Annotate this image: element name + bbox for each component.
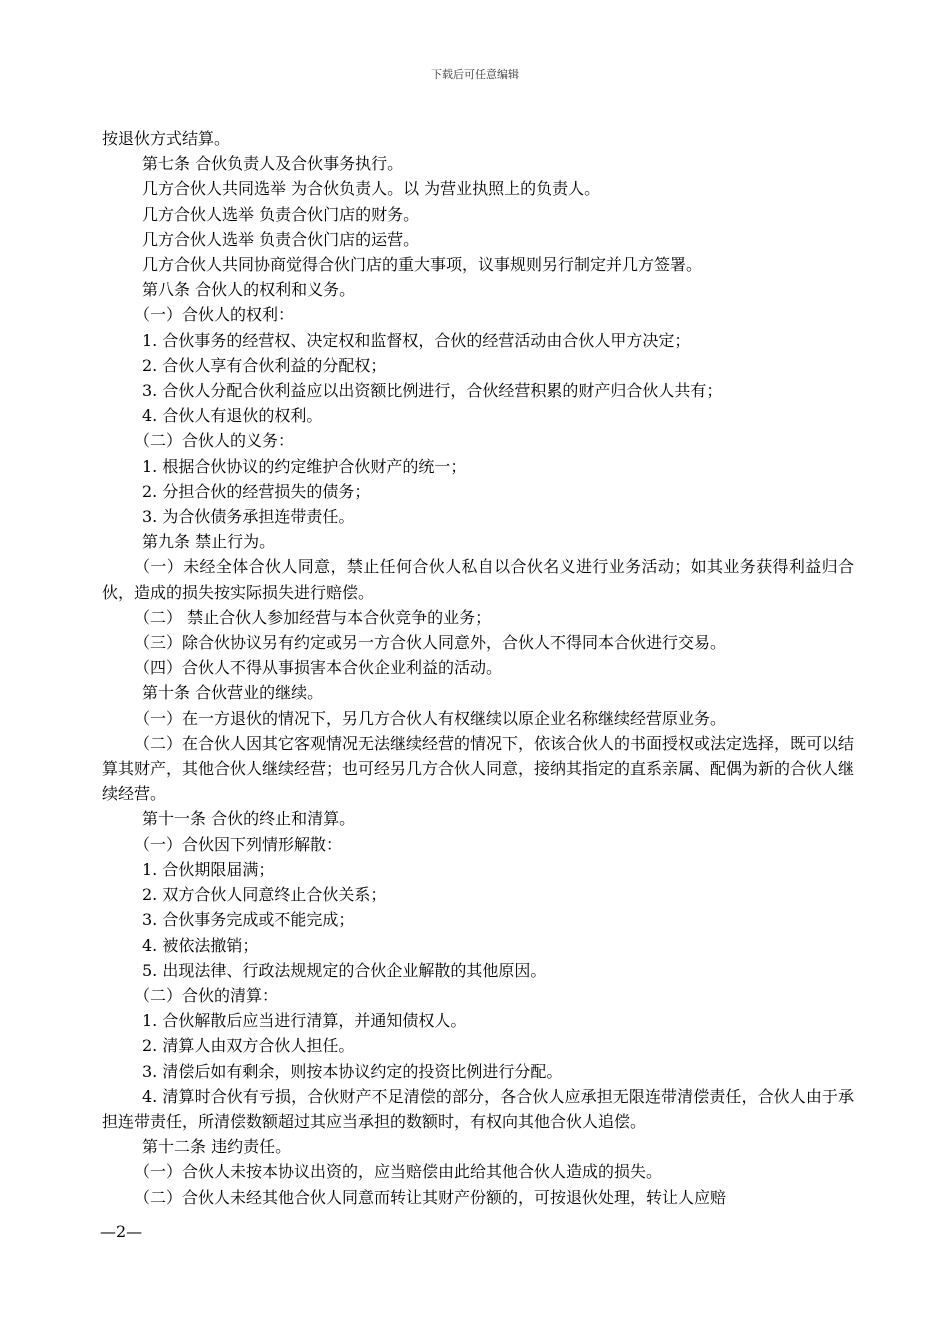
text-line: 3. 合伙事务完成或不能完成； [142,910,355,930]
text-line: 几方合伙人共同协商觉得合伙门店的重大事项，议事规则另行制定并几方签署。 [142,255,703,275]
text-line: 1. 根据合伙协议的约定维护合伙财产的统一； [142,456,467,476]
text-line: 按退伙方式结算。 [102,129,231,148]
text-line: 2. 合伙人享有合伙利益的分配权； [142,355,387,375]
text-line: 第十条 合伙营业的继续。 [142,683,324,703]
text-line: 3. 合伙人分配合伙利益应以出资额比例进行，合伙经营积累的财产归合伙人共有； [142,381,723,401]
text-line: （二）合伙人未经其他合伙人同意而转让其财产份额的，可按退伙处理，转让人应赔 [134,1187,727,1207]
text-line: 第九条 禁止行为。 [142,532,276,552]
text-line: （三）除合伙协议另有约定或另一方合伙人同意外，合伙人不得同本合伙进行交易。 [134,633,727,653]
text-line: 几方合伙人共同选举 为合伙负责人。以 为营业执照上的负责人。 [142,179,601,199]
text-line: （一）合伙人的权利： [134,305,295,325]
text-line: 4. 合伙人有退伙的权利。 [142,406,323,426]
page-header: 下载后可任意编辑 [431,68,519,81]
text-line: 2. 双方合伙人同意终止合伙关系； [142,885,387,905]
text-line: （二）合伙的清算： [134,985,279,1005]
text-line: 1. 合伙事务的经营权、决定权和监督权，合伙的经营活动由合伙人甲方决定； [142,330,691,350]
text-line: （一）合伙因下列情形解散： [134,834,343,854]
text-line: （一）在一方退伙的情况下，另几方合伙人有权继续以原企业名称继续经营原业务。 [134,708,727,728]
text-line: 几方合伙人选举 负责合伙门店的财务。 [142,204,420,224]
page-number: —2— [100,1222,143,1241]
text-line: 1. 合伙期限届满； [142,859,275,879]
text-line: 第十一条 合伙的终止和清算。 [142,809,356,829]
text-line: 4. 被依法撤销； [142,935,259,955]
text-line: 2. 清算人由双方合伙人担任。 [142,1036,355,1056]
text-line: （二）在合伙人因其它客观情况无法继续经营的情况下，依该合伙人的书面授权或法定选择，既可以结算其财产，其他合伙人继续经营；也可经另几方合伙人同意，接纳其指定的直系亲属、配偶为新的合伙人继续经营。 [102,733,855,804]
text-line: 第十二条 违约责任。 [142,1137,292,1157]
text-line: 3. 清偿后如有剩余，则按本协议约定的投资比例进行分配。 [142,1061,563,1081]
text-line: （一）未经全体合伙人同意，禁止任何合伙人私自以合伙名义进行业务活动；如其业务获得利益归合伙，造成的损失按实际损失进行赔偿。 [102,557,854,602]
text-line: （二）合伙人的义务： [134,431,295,451]
text-line: 第七条 合伙负责人及合伙事务执行。 [142,154,404,174]
text-line: 几方合伙人选举 负责合伙门店的运营。 [142,229,420,249]
text-line: 2. 分担合伙的经营损失的债务； [142,481,371,501]
text-line: 3. 为合伙债务承担连带责任。 [142,507,355,527]
text-line: （四）合伙人不得从事损害本合伙企业利益的活动。 [134,658,503,678]
text-line: （一）合伙人未按本协议出资的，应当赔偿由此给其他合伙人造成的损失。 [134,1162,663,1182]
text-line: 4. 清算时合伙有亏损，合伙财产不足清偿的部分，各合伙人应承担无限连带清偿责任，合伙人由于承担连带责任，所清偿数额超过其应当承担的数额时，有权向其他合伙人追偿。 [102,1086,854,1131]
document-body [102,126,854,1210]
text-line: 1. 合伙解散后应当进行清算，并通知债权人。 [142,1011,467,1031]
text-line: 5. 出现法律、行政法规规定的合伙企业解散的其他原因。 [142,960,547,980]
text-line: 第八条 合伙人的权利和义务。 [142,280,356,300]
text-line: （二） 禁止合伙人参加经营与本合伙竞争的业务； [134,607,492,627]
